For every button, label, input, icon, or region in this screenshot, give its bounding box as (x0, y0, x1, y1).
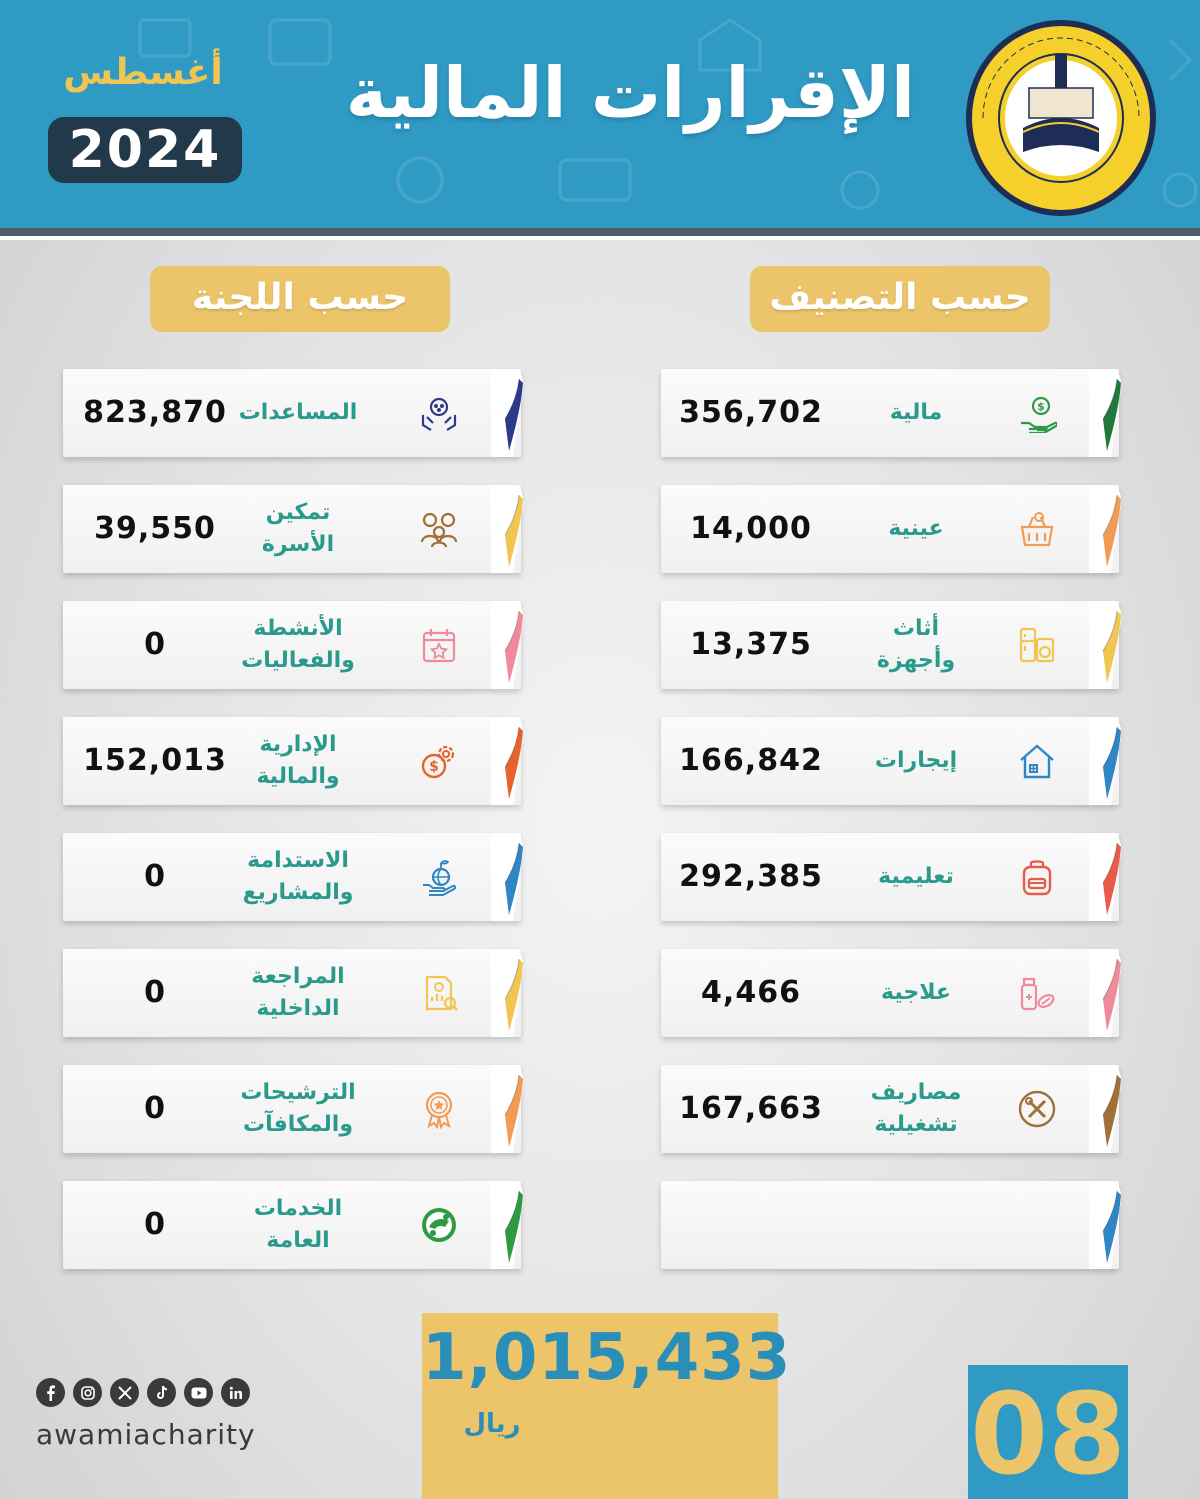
row-label (831, 369, 1001, 457)
row-label-line1: المراجعة (251, 964, 345, 989)
row-value: 356,702 (679, 395, 823, 430)
committee-row (63, 833, 521, 921)
row-flap-decoration (491, 833, 527, 921)
grocery-basket-icon (1017, 509, 1057, 549)
category-row (661, 833, 1119, 921)
header-divider-light (0, 236, 1200, 240)
committee-row (63, 1181, 521, 1269)
row-label-line1: تمكين (265, 500, 331, 525)
globe-plant-hand-icon (419, 857, 459, 897)
tools-icon (1017, 1089, 1057, 1129)
row-value: 152,013 (83, 743, 227, 778)
category-row (661, 949, 1119, 1037)
helping-hands-icon (419, 393, 459, 433)
row-flap-decoration (1089, 1065, 1125, 1153)
backpack-icon (1017, 857, 1057, 897)
category-row (661, 601, 1119, 689)
row-label (213, 949, 383, 1037)
row-label (831, 601, 1001, 689)
row-flap-decoration (1089, 601, 1125, 689)
row-label (213, 717, 383, 805)
row-label-line1: عينية (888, 516, 944, 541)
category-row (661, 1181, 1119, 1269)
money-hand-icon (1017, 393, 1057, 433)
total-amount: 1,015,433 (422, 1321, 792, 1395)
header-banner (0, 0, 1200, 228)
committee-row (63, 1065, 521, 1153)
total-box (422, 1313, 792, 1499)
year-badge: 2024 (48, 117, 242, 183)
row-label-line2: الداخلية (256, 996, 340, 1021)
row-label (831, 1181, 1001, 1269)
linkedin-icon[interactable] (221, 1378, 250, 1407)
row-value (671, 1181, 831, 1269)
row-label (213, 485, 383, 573)
row-flap-decoration (1089, 717, 1125, 805)
category-row (661, 717, 1119, 805)
by-category-title: حسب التصنيف (750, 266, 1050, 332)
category-row (661, 485, 1119, 573)
calendar-star-icon (419, 625, 459, 665)
row-label-line1: أثاث (892, 616, 940, 641)
row-label-line1: مصاريف (870, 1080, 962, 1105)
row-label (213, 369, 383, 457)
header-divider (0, 228, 1200, 236)
row-label-line1: إيجارات (874, 748, 958, 773)
row-label-line2: والمشاريع (242, 880, 354, 905)
row-value: 13,375 (690, 627, 812, 662)
row-flap-decoration (1089, 949, 1125, 1037)
row-label-line2: والمكافآت (242, 1112, 354, 1137)
row-label-line1: علاجية (881, 980, 951, 1005)
public-services-icon (419, 1205, 459, 1245)
row-flap-decoration (491, 369, 527, 457)
row-label (831, 949, 1001, 1037)
row-value: 823,870 (83, 395, 227, 430)
row-value: 0 (144, 859, 166, 894)
row-flap-decoration (491, 1065, 527, 1153)
row-label (213, 1181, 383, 1269)
row-label (831, 717, 1001, 805)
row-label-line1: الأنشطة (253, 616, 343, 641)
row-label-line1: مالية (889, 400, 943, 425)
row-value: 0 (144, 1091, 166, 1126)
row-label (213, 1065, 383, 1153)
row-label-line1: تعليمية (878, 864, 954, 889)
row-label-line2: تشغيلية (874, 1112, 958, 1137)
row-label (213, 833, 383, 921)
social-handle: awamiacharity (36, 1418, 256, 1451)
row-flap-decoration (1089, 485, 1125, 573)
row-label (831, 833, 1001, 921)
page-title: الإقرارات المالية (345, 52, 915, 134)
row-label (831, 485, 1001, 573)
family-icon (419, 509, 459, 549)
charity-logo-seal (963, 18, 1159, 218)
row-flap-decoration (491, 949, 527, 1037)
house-icon (1017, 741, 1057, 781)
gear-coin-icon (419, 741, 459, 781)
row-flap-decoration (1089, 833, 1125, 921)
row-flap-decoration (1089, 369, 1125, 457)
row-label-line1: الخدمات (253, 1196, 343, 1221)
row-label-line2: الأسرة (261, 532, 335, 557)
committee-row (63, 949, 521, 1037)
appliances-icon (1017, 625, 1057, 665)
row-label-line1: الإدارية (259, 732, 337, 757)
row-label-line1: الاستدامة (247, 848, 349, 873)
month-label: أغسطس (63, 52, 223, 93)
row-label-line2: العامة (266, 1228, 330, 1253)
facebook-icon[interactable] (36, 1378, 65, 1407)
row-flap-decoration (491, 1181, 527, 1269)
x-icon[interactable] (110, 1378, 139, 1407)
medicine-icon (1017, 973, 1057, 1013)
committee-row (63, 601, 521, 689)
row-value: 39,550 (94, 511, 216, 546)
total-currency: ريال (463, 1409, 521, 1439)
row-label-line1: المساعدات (238, 400, 358, 425)
svg-text:$: $ (429, 759, 439, 775)
committee-row (63, 369, 521, 457)
award-badge-icon (419, 1089, 459, 1129)
row-value: 166,842 (679, 743, 823, 778)
committee-row (63, 485, 521, 573)
row-flap-decoration (491, 717, 527, 805)
row-flap-decoration (491, 601, 527, 689)
row-label (831, 1065, 1001, 1153)
svg-text:$: $ (1037, 400, 1045, 413)
category-row (661, 369, 1119, 457)
row-value: 4,466 (701, 975, 801, 1010)
row-flap-decoration (491, 485, 527, 573)
by-committee-title: حسب اللجنة (150, 266, 450, 332)
category-row (661, 1065, 1119, 1153)
instagram-icon[interactable] (73, 1378, 102, 1407)
committee-row (63, 717, 521, 805)
page-number-box (968, 1365, 1128, 1499)
row-label-line1: الترشيحات (240, 1080, 356, 1105)
row-value: 0 (144, 1207, 166, 1242)
row-value: 292,385 (679, 859, 823, 894)
row-label-line2: وأجهزة (876, 648, 956, 673)
youtube-icon[interactable] (184, 1378, 213, 1407)
row-label (213, 601, 383, 689)
row-value: 0 (144, 627, 166, 662)
row-value: 167,663 (679, 1091, 823, 1126)
social-icons (36, 1378, 250, 1408)
row-label-line2: والمالية (256, 764, 340, 789)
page-number: 08 (970, 1370, 1126, 1499)
row-value: 14,000 (690, 511, 812, 546)
row-flap-decoration (1089, 1181, 1125, 1269)
row-value: 0 (144, 975, 166, 1010)
tiktok-icon[interactable] (147, 1378, 176, 1407)
audit-report-icon (419, 973, 459, 1013)
row-label-line2: والفعاليات (241, 648, 355, 673)
